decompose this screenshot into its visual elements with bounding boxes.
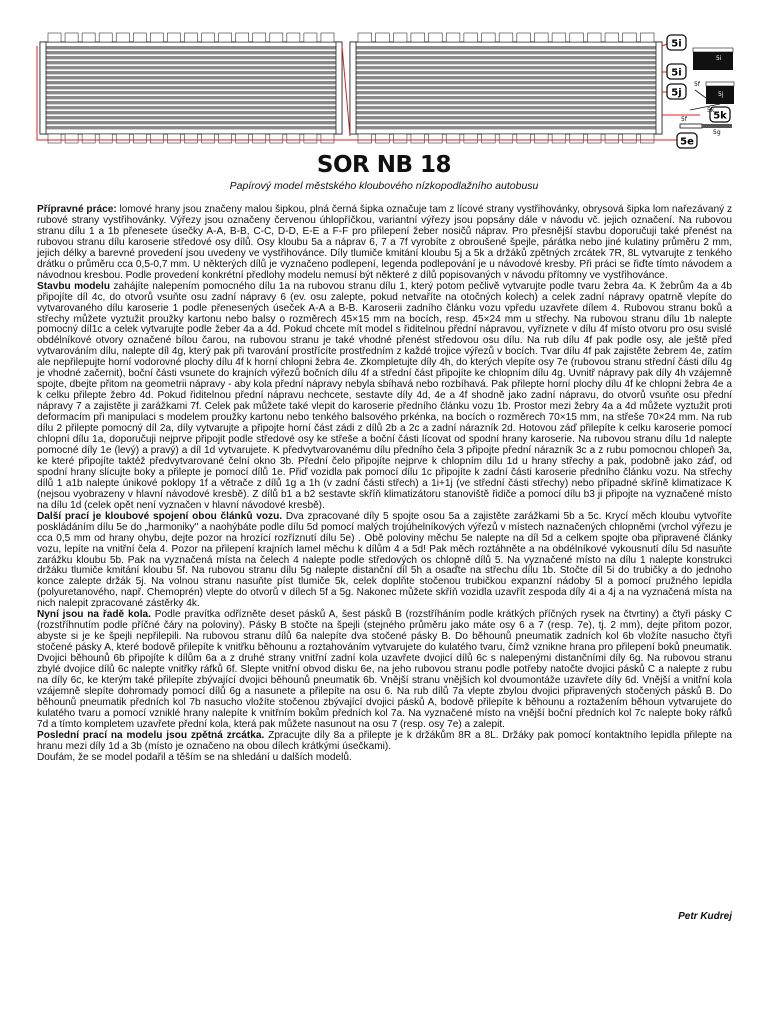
paragraph-heading: Nyní jsou na řadě kola. <box>37 609 151 621</box>
part-label-5j <box>667 84 686 99</box>
damper-parts-drawing <box>680 48 734 136</box>
svg-text:5f: 5f <box>681 116 687 123</box>
bellows-strip-right <box>350 33 662 143</box>
svg-text:5e: 5e <box>680 136 694 148</box>
paragraph-heading: Další prací je kloubové spojení obou článků vozu. <box>37 510 283 522</box>
svg-text:5k: 5k <box>707 107 715 114</box>
bellows-assembly-diagram <box>0 0 768 150</box>
paragraph-heading: Stavbu modelu <box>37 280 110 292</box>
paragraph-heading: Poslední prací na modelu jsou zpětná zrcátka. <box>37 729 265 741</box>
paragraph-preparation: Přípravné práce: lomové hrany jsou značeny malou šipkou, plná černá šipka označuje tam z lícové strany vystřihovánky, obrysová šipka lom nařezávaný z rubové strany vystřihovánky. Výřezy jsou označeny červenou úhlopříčkou, variantní výřezy jsou popsány dále v návodu vč. jejich označení. Na rubovou stranu dílu 1 a 1b přenesete úsečky A-A, B-B, C-C, D-D, E-E a F-F pro přilepení žeber nosičů náprav. Pro přesnější stavbu doporučuji také přenést na rubovou stranu dílu karoserie středové osy dílů. Osy kloubu 5a a náprav 6, 7 a 7f vyrobíte z obroušené špejle, párátka nebo jiné kulatiny průměru 2 mm, jejich délky a barevné provedení jsou uvedeny ve vystřihovánce. Díly tlumiče kmitání kloubu 5j a 5k a držáků zpětných zrcátek 7R, 8L vytvarujte z tenkého drátku o průměru cca 0,5-0,7 mm. U některých dílů je vyznačeno podlepení, legenda podlepování je u návodové kresby. Při práci se řiďte tímto návodem a návodnou kresbou. Podle provedení konkrétní předlohy modelu nemusí být některé z dílů popisovaných v návodu přítomny ve vystřihovánce. <box>37 204 733 281</box>
paragraph-wheels: Nyní jsou na řadě kola. Podle pravítka odřízněte deset pásků A, šest pásků B (rozstříháním podle krátkých příčných rysek na čtvrtiny) a čtyři pásky C (rozstříhnutím podle příčné čáry na poloviny). Pásky B stočte na špejli (stejného průměru jako máte osy 6 a 7 (resp. 7e), tj. 2 mm), dejte přitom pozor, abyste si je ke špejli nepřilepili. Na rubovou stranu dílů 6a nalepíte dva stočené pásky B. Do běhounů pneumatik zadních kol 6b vložíte nasucho čtyři stočené pásky A, které bodově přilepíte k vnitřku běhounu a roztahováním vytvarujete do kulatého tvaru, čímž vznikne hrana pro přilepení boků pneumatik. Dvojici běhounů 6b připojíte k dílům 6a a z druhé strany vnitřní zadní kola uzavřete dvojicí dílů 6c s nalepenými distančními díly 6g. Na rubovou stranu zbylé dvojice dílů 6c nalepte vnitřky ráfků 6f. Slepte vnitřní obvod disku 6e, na jeho rubovou stranu podle potřeby natočte dvojici pásků C a nalepte z rubu na díly 6c, ke kterým také přilepíte zbývající dvojici běhounů pneumatik 6b. Vnější stranu vnějších kol dvoumontáže uzavřete díly 6d. Vnější a vnitřní kola vzájemně slepíte dohromady pomocí dílů 6g a nasunete a přilepíte na osu 6. Na rub dílů 7a vlepte zbylou dvojici připravených stočených pásků B. Do běhounů pneumatik předních kol 7b nasucho vložíte stočenou zbývající dvojici pásků A, bodově přilepíte k běhounu a roztažením běhoun vytvarujete do kulatého tvaru a pomocí vzniklé hrany nalepíte k vnitřním bokům předních kol 7a. Na vyznačené místo na vnější boční předních kol 7c nalepte boky ráfků 7d a tímto kompletem uzavřete přední kola, která pak můžete nasunout na osu 7 (resp. osy 7e) a zalepit. <box>37 609 732 730</box>
page-subtitle: Papírový model městského kloubového nízkopodlažního autobusu <box>229 180 539 192</box>
paragraph-closing: Doufám, že se model podařil a těším se na shledání u dalších modelů. <box>37 751 352 763</box>
svg-text:5g: 5g <box>713 129 721 136</box>
paragraph-mirrors: Poslední prací na modelu jsou zpětná zrcátka. Zpracujte díly 8a a přilepte je k držákům 8R a 8L. Držáky pak pomocí kontaktního lepidla přilepte na hranu mezi díly 1d a 3b (místo je označeno na obou dílech krátkými úsečkami). <box>37 729 732 752</box>
part-label-5i-a <box>667 35 686 50</box>
svg-text:5i: 5i <box>716 55 722 62</box>
paragraph-construction: Stavbu modelu zahájíte nalepením pomocného dílu 1a na rubovou stranu dílu 1, který potom pečlivě vytvarujte podle tvaru žebra 4a. K žebrům 4a a 4b připojíte díl 4c, do otvorů vsuňte osu zadní nápravy 6 (ev. osu zalepte, pokud netvaříte na otočných kolech) a celek zadní nápravy opatrně vlepíte do vytvarovaného dílu karoserie 1 podle přenesených úseček A-A a B-B. Karoserii zadního článku vozu vpředu uzavřete dílem 4. Rubovou stranu boků a střechy můžete vyztužit proužky kartonu nebo balsy o rozměrech 45×15 mm na bocích, resp. 45×24 mm u střechy. Na rubovou stranu dílu 1b nalepte pomocný díl1c a celek vytvarujte podle žeber 4a a 4d. Pokud chcete mít model s řiditelnou přední nápravou, vyříznete v dílu 4f místo otvoru pro osu svislé obdélníkové otvory označené bílou čarou, na rubovou stranu je také vhodné přenést středovou osu dílu. Na rub dílu 4f pak podle osy, ale ještě před vytvarováním dílu, nalepte díl 4g, který pak při tvarování prostřícíte prostředním z každé trojice výřezů v bocích. Tvar dílu 4f pak zajistěte žebrem 4e, zatím ale nepřilepujte horní vodorovné plochy dílu 4f k horní chlopni žebra 4e. Zkompletujte díly 4h, do kterých vlepíte osy 7e (rubovou stranu střední části dílu 4g je vhodné začernit), boční části vsunete do krajních výřezů bočních dílu 4f a střední část připojíte ke chlopním dílu 4g. Uvnitř nápravy pak díly 4h vzájemně spojte, dbejte přitom na geometrii nápravy - aby kola přední nápravy nebyla sbíhavá nebo rozbíhavá. Pak přilepte horní plochy dílu 4f ke chlopni žebra 4e a k celku přilepte žebro 4d. Pokud řiditelnou přední nápravu nechcete, sestavte díly 4d, 4e a 4f shodně jako zadní nápravu, do otvorů vsuňte osu přední nápravy 7 a zajistěte ji zarážkami 7f. Celek pak můžete také vlepit do karoserie předního článku vozu 1b. Prostor mezi žebry 4a a 4d můžete vyztužit proti deformacím při manipulaci s modelem proužky kartonu nebo tenkého balsového prkénka, na bocích o rozměrech 70×15 mm, na střeše 70×24 mm. Na rub dílu 2 přilepte pomocný díl 2a, díly vytvarujte a připojte horní část zádi z dílů 2b a 2c a zadní nárazník 2d. Hotovou záď přilepíte k celku karoserie pomocí chlopní dílu 1a, doporučuji nejprve připojit podle středové osy ke střeše a boční části lícovat od spodní hrany karoserie. Na rubovou stranu dílu 1d nalepte pomocné díly 1e (levý) a pravý) a díl 1d vytvarujete. K předvytvarovanému dílu předního čela 3 připojte přední nárazník 3c a z rubu pomocnou chlopeň 3a, ke které připojíte taktéž předvytvarované čelní okno 3b. Přední čelo připojíte nejprve k chlopním dílu 1d u hrany střechy a pak, podobně jako záď, od spodní hrany slícujte boky a přilepte je pomocí dílů 1e. Přiď vozidla pak pomocí dílu 1c připojíte k zadní části karoserie předního článku vozu. Na střechy dílů 1 a1b nalepte únikové poklopy 1f a větrače z dílů 1g a 1h (v zadní části střech) a 1i+1j (ve střední části střechy) nebo případné skříně klimatizace K (nejsou vyobrazeny v hlavní návodové kresbě). Z dílů b1 a b2 sestavte skříň klimatizátoru stanoviště řidiče a pomocí dílu b3 ji připojte na vyznačené místo na dílu 1d (celek opět není vyznačen v hlavní návodové kresbě). <box>37 280 732 511</box>
author-signature: Petr Kudrej <box>678 911 732 922</box>
part-label-5i-b <box>667 64 686 79</box>
bellows-strip-left <box>40 33 342 143</box>
instructions-body <box>37 205 732 764</box>
svg-text:5j: 5j <box>718 91 724 98</box>
paragraph-joint: Další prací je kloubové spojení obou článků vozu. Dva zpracované díly 5 spojte osou 5a a zajistěte zarážkami 5b a 5c. Krycí měch kloubu vytvoříte poskládáním dílu 5e do „harmoniky" a naohýbáte podle dílu 5d pomocí malých trojúhelníkových výřezů v místech naznačených chlopněmi (vrchol výřezu je cca 0,5 mm od hrany ohybu, dejte pozor na hrozící rozříznutí dílu 5e) . Obě poloviny měchu 5e nalepte na díl 5d a celkem spojte oba připravené články vozu, lepíte na vnitřní čela 4. Pozor na přilepení krajních lamel měchu k dílům 4 a 5d! Pak měch roztáhněte a na obdélníkové vykousnutí dílu 5d nasuňte zarážku kloubu 5b. Pak na vyznačená místa na čelech 4 nalepte podle středových os chlopně dílů 5. Na vyznačené místo na dílu 1 nalepte konstrukci držáku tlumiče kmitání kloubu 5f. Na rubovou stranu dílu 5g nalepte distanční díl 5h a osaďte na střechu dílu 1b. Stočte díl 5i do trubičky a do jednoho konce zalepte držák 5j. Na volnou stranu nasuňte píst tlumiče 5k, celek doplňte stočenou trubičkou expanzní nádoby 5l a pomocí pružného lepidla (polyuretanového, např. Chemoprén) vlepte do otvorů v dílech 5f a 5g. Nakonec můžete skříň vozidla uzavřít zespoda díly 4i a 4j a na vyznačená místa na nich nalepit zpracované zástěrky 4k. <box>37 510 732 610</box>
svg-text:5f: 5f <box>694 81 700 88</box>
page-title: SOR NB 18 <box>316 152 452 178</box>
svg-text:5k: 5k <box>713 110 727 122</box>
svg-text:5i: 5i <box>671 38 682 50</box>
paragraph-heading: Přípravné práce: <box>37 204 117 215</box>
part-label-5e <box>677 133 697 148</box>
svg-text:5i: 5i <box>671 67 682 79</box>
svg-text:5j: 5j <box>671 87 682 99</box>
